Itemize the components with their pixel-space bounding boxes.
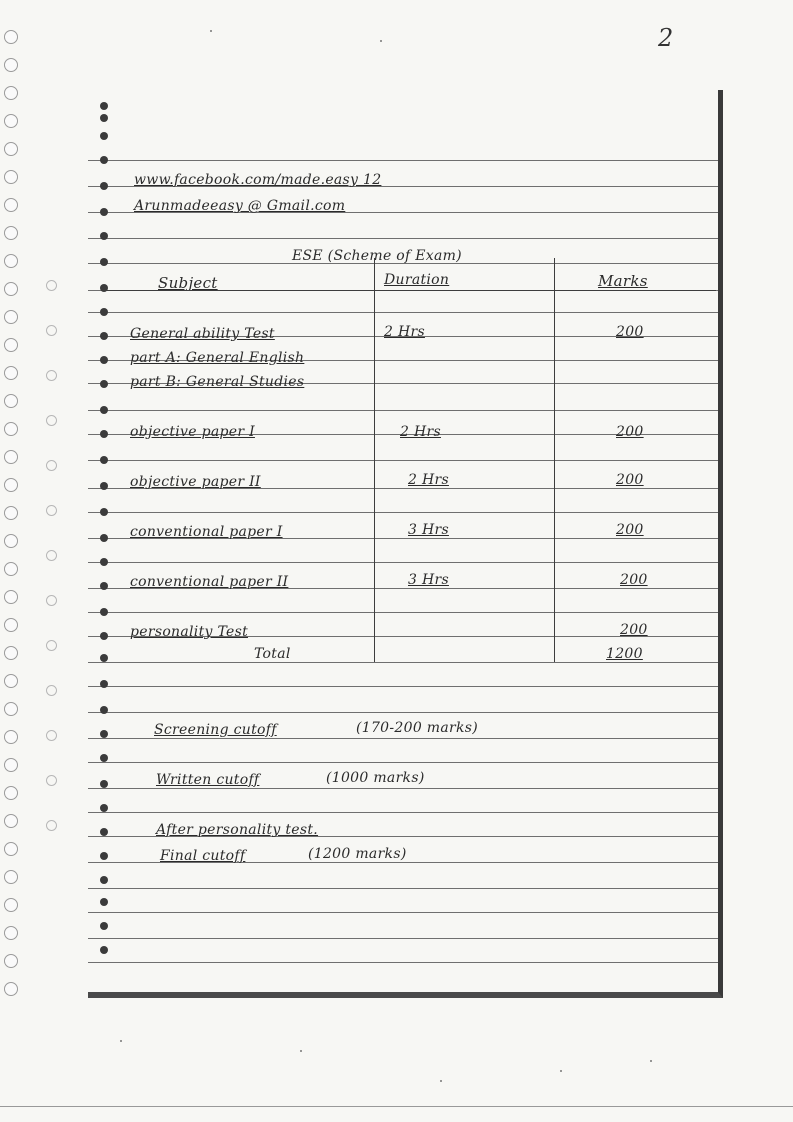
table-row-duration: 3 Hrs: [408, 572, 449, 588]
table-row-duration: 3 Hrs: [408, 522, 449, 538]
bottom-edge: [0, 1106, 793, 1107]
table-row-marks: 200: [616, 324, 644, 340]
table-row-duration: 2 Hrs: [384, 324, 425, 340]
total-label: Total: [254, 646, 291, 662]
table-row-subject: part A: General English: [130, 350, 305, 366]
email-address: Arunmadeeasy @ Gmail.com: [134, 198, 346, 214]
final-cutoff-label: Final cutoff: [160, 848, 246, 864]
header-marks: Marks: [598, 272, 648, 290]
facebook-url: www.facebook.com/made.easy 12: [134, 172, 382, 188]
table-title: ESE (Scheme of Exam): [292, 248, 462, 264]
page-number: 2: [658, 24, 674, 52]
table-row-subject: personality Test: [130, 624, 249, 640]
written-cutoff-label: Written cutoff: [156, 772, 260, 788]
table-row-marks: 200: [616, 522, 644, 538]
table-row-subject: General ability Test: [130, 326, 275, 342]
final-cutoff-value: (1200 marks): [308, 846, 407, 862]
table-row-marks: 200: [620, 622, 648, 638]
table-row-subject: part B: General Studies: [130, 374, 305, 390]
screening-cutoff-label: Screening cutoff: [154, 722, 277, 738]
header-subject: Subject: [158, 274, 218, 292]
table-row-marks: 200: [616, 472, 644, 488]
table-row-duration: 2 Hrs: [408, 472, 449, 488]
header-divider: [102, 290, 716, 291]
page-shadow-holes: [46, 280, 66, 840]
table-row-subject: conventional paper I: [130, 524, 283, 540]
written-cutoff-value: (1000 marks): [326, 770, 425, 786]
spiral-binding: [4, 30, 24, 1010]
table-row-subject: objective paper II: [130, 474, 261, 490]
total-marks: 1200: [606, 646, 643, 662]
table-row-marks: 200: [620, 572, 648, 588]
screening-cutoff-value: (170-200 marks): [356, 720, 479, 736]
column-divider-2: [554, 258, 555, 662]
table-row-marks: 200: [616, 424, 644, 440]
table-row-subject: conventional paper II: [130, 574, 289, 590]
column-divider-1: [374, 258, 375, 662]
header-duration: Duration: [384, 272, 450, 288]
table-row-duration: 2 Hrs: [400, 424, 441, 440]
after-personality-text: After personality test.: [156, 822, 319, 838]
table-row-subject: objective paper I: [130, 424, 255, 440]
